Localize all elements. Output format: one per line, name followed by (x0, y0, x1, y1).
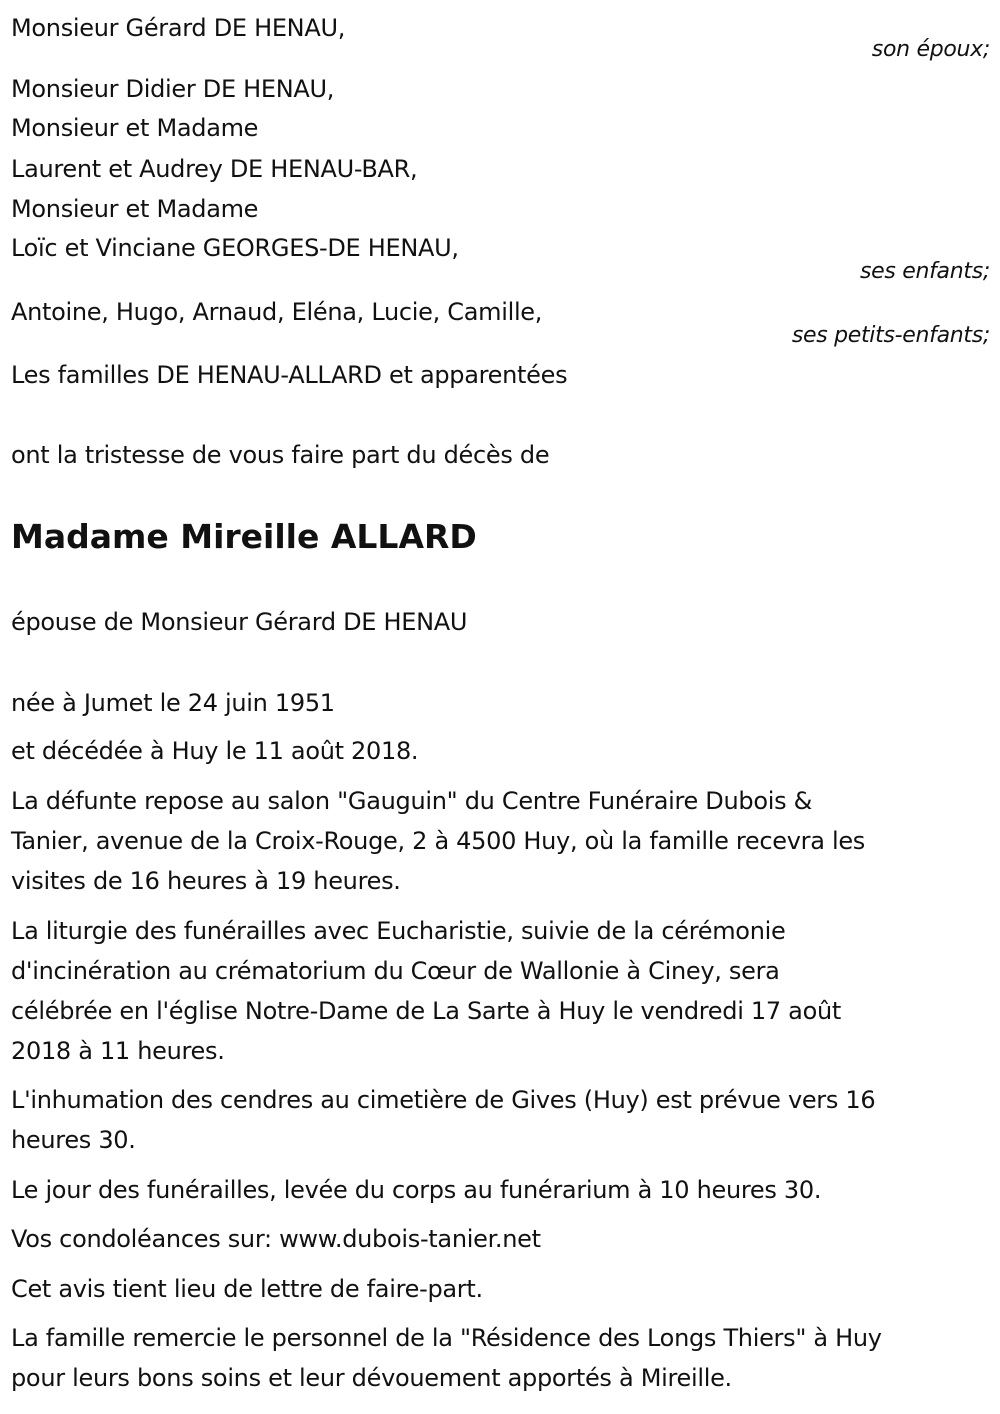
spouse-role: son époux; (871, 37, 990, 62)
child-line: Laurent et Audrey DE HENAU-BAR, (11, 155, 418, 183)
announcement: ont la tristesse de vous faire part du décès de (11, 441, 550, 469)
child-line: Monsieur et Madame (11, 195, 259, 223)
families: Les familles DE HENAU-ALLARD et apparentées (11, 361, 568, 389)
paragraph-line: d'incinération au crématorium du Cœur de Wallonie à Ciney, sera (11, 957, 780, 985)
paragraph-line: heures 30. (11, 1126, 136, 1154)
paragraph-line: pour leurs bons soins et leur dévouement apportés à Mireille. (11, 1364, 732, 1392)
birth-info: née à Jumet le 24 juin 1951 (11, 689, 335, 717)
paragraph-line: Le jour des funérailles, levée du corps au funérarium à 10 heures 30. (11, 1176, 822, 1204)
paragraph-line: célébrée en l'église Notre-Dame de La Sarte à Huy le vendredi 17 août (11, 997, 841, 1025)
paragraph-line: Tanier, avenue de la Croix-Rouge, 2 à 4500 Huy, où la famille recevra les (11, 827, 865, 855)
paragraph-line: Cet avis tient lieu de lettre de faire-part. (11, 1275, 483, 1303)
child-line: Monsieur et Madame (11, 114, 259, 142)
children-role: ses enfants; (859, 259, 990, 284)
paragraph-line: La défunte repose au salon "Gauguin" du Centre Funéraire Dubois & (11, 787, 813, 815)
child-line: Loïc et Vinciane GEORGES-DE HENAU, (11, 234, 459, 262)
spouse-of: épouse de Monsieur Gérard DE HENAU (11, 608, 468, 636)
paragraph-line: La liturgie des funérailles avec Eucharistie, suivie de la cérémonie (11, 917, 786, 945)
paragraph-line: visites de 16 heures à 19 heures. (11, 867, 401, 895)
spouse-name: Monsieur Gérard DE HENAU, (11, 14, 346, 42)
deceased-name: Madame Mireille ALLARD (11, 517, 477, 556)
paragraph-line: L'inhumation des cendres au cimetière de Gives (Huy) est prévue vers 16 (11, 1086, 876, 1114)
condolences-line: Vos condoléances sur: www.dubois-tanier.net (11, 1225, 541, 1253)
child-line: Monsieur Didier DE HENAU, (11, 75, 335, 103)
death-info: et décédée à Huy le 11 août 2018. (11, 737, 419, 765)
paragraph-line: La famille remercie le personnel de la "Résidence des Longs Thiers" à Huy (11, 1324, 882, 1352)
grandchildren-role: ses petits-enfants; (791, 323, 990, 348)
paragraph-line: 2018 à 11 heures. (11, 1037, 225, 1065)
grandchildren: Antoine, Hugo, Arnaud, Eléna, Lucie, Camille, (11, 298, 543, 326)
